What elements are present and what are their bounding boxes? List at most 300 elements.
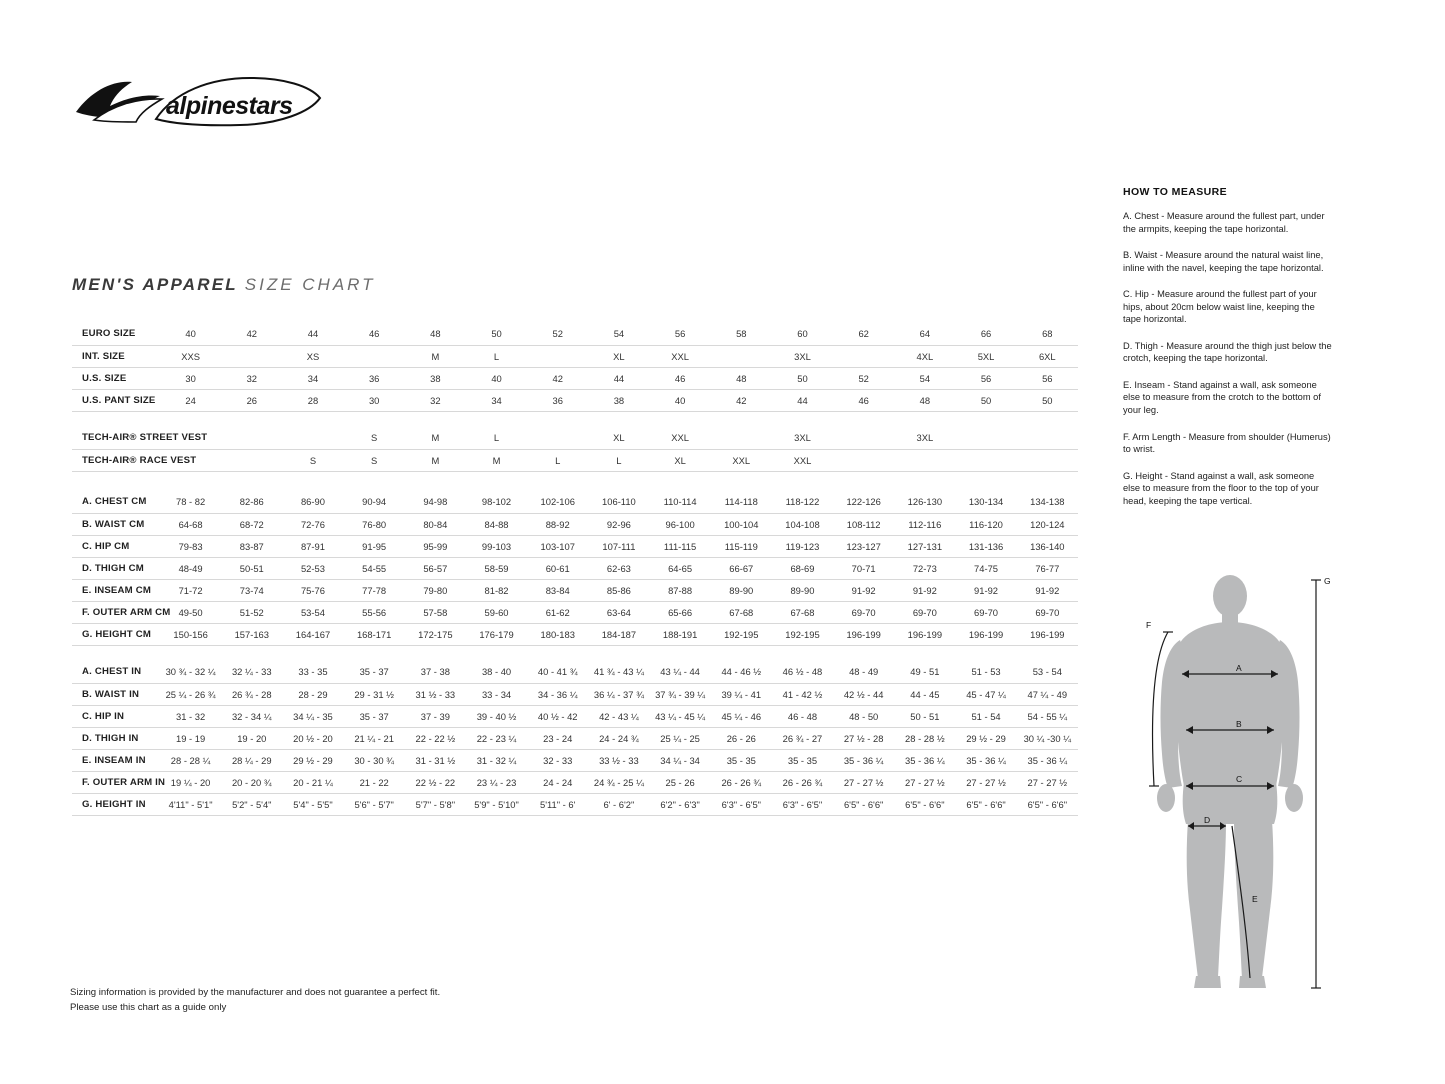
table-cell: XL [588, 427, 649, 449]
row-header: EURO SIZE [72, 323, 160, 345]
table-cell: 25 ¼ - 25 [650, 727, 711, 749]
table-cell: 31 - 32 ¼ [466, 749, 527, 771]
row-header: TECH-AIR® STREET VEST [72, 427, 160, 449]
row-header: B. WAIST IN [72, 683, 160, 705]
table-cell: 28 - 28 ¼ [160, 749, 221, 771]
table-cell: 172-175 [405, 623, 466, 645]
row-header: INT. SIZE [72, 345, 160, 367]
table-cell: 27 - 27 ½ [1017, 771, 1078, 793]
table-cell: 127-131 [894, 535, 955, 557]
table-row [72, 323, 1078, 345]
table-cell: 196-199 [894, 623, 955, 645]
table-cell: 19 - 20 [221, 727, 282, 749]
table-cell: 30 ¼ -30 ¼ [1017, 727, 1078, 749]
table-cell: 84-88 [466, 513, 527, 535]
table-cell [833, 449, 894, 471]
figure-label-b: B [1236, 719, 1242, 729]
table-cell: 26 ¾ - 28 [221, 683, 282, 705]
table-cell: 26 ¾ - 27 [772, 727, 833, 749]
measure-item-thigh: D. Thigh - Measure around the thigh just below the crotch, keeping the tape horizontal. [1123, 340, 1332, 364]
row-header: TECH-AIR® RACE VEST [72, 449, 160, 471]
table-cell: 32 - 34 ¼ [221, 705, 282, 727]
table-cell: XXL [650, 427, 711, 449]
table-cell: 5'6" - 5'7" [344, 793, 405, 815]
table-cell: 25 ¼ - 26 ¾ [160, 683, 221, 705]
table-cell [894, 449, 955, 471]
table-cell: 47 ¼ - 49 [1017, 683, 1078, 705]
table-cell: 35 - 35 [772, 749, 833, 771]
table-cell: 40 [466, 367, 527, 389]
table-row [72, 771, 1078, 793]
table-cell: 64 [894, 323, 955, 345]
table-cell: 112-116 [894, 513, 955, 535]
table-cell: 27 - 27 ½ [894, 771, 955, 793]
table-cell: 176-179 [466, 623, 527, 645]
table-cell: 98-102 [466, 491, 527, 513]
row-header: D. THIGH IN [72, 727, 160, 749]
table-cell: 34 - 36 ¼ [527, 683, 588, 705]
table-cell: 5'4" - 5'5" [282, 793, 343, 815]
table-cell: 92-96 [588, 513, 649, 535]
table-cell: 48 - 49 [833, 661, 894, 683]
table-cell: 19 ¼ - 20 [160, 771, 221, 793]
table-cell [282, 427, 343, 449]
row-header: C. HIP IN [72, 705, 160, 727]
table-cell: M [405, 345, 466, 367]
table-cell: 48-49 [160, 557, 221, 579]
table-cell: 68 [1017, 323, 1078, 345]
table-cell: 40 - 41 ¾ [527, 661, 588, 683]
table-cell [527, 427, 588, 449]
table-spacer-row [72, 471, 1078, 491]
table-cell: 30 [160, 367, 221, 389]
table-cell: 42 - 43 ¼ [588, 705, 649, 727]
table-cell: 68-69 [772, 557, 833, 579]
table-cell: 188-191 [650, 623, 711, 645]
table-cell [833, 427, 894, 449]
table-cell: 131-136 [955, 535, 1016, 557]
table-cell [221, 345, 282, 367]
table-cell: 20 ½ - 20 [282, 727, 343, 749]
table-cell: 110-114 [650, 491, 711, 513]
table-cell: 34 [282, 367, 343, 389]
table-cell: XXL [650, 345, 711, 367]
table-row [72, 705, 1078, 727]
table-cell: 104-108 [772, 513, 833, 535]
table-row [72, 749, 1078, 771]
table-cell: 69-70 [894, 601, 955, 623]
table-cell: 35 - 37 [344, 705, 405, 727]
table-cell: 184-187 [588, 623, 649, 645]
table-cell: 42 [527, 367, 588, 389]
size-table [72, 323, 1078, 816]
table-cell: XL [650, 449, 711, 471]
table-cell: 57-58 [405, 601, 466, 623]
table-cell: 35 - 37 [344, 661, 405, 683]
table-spacer-row [72, 411, 1078, 427]
row-header: E. INSEAM CM [72, 579, 160, 601]
table-cell: 111-115 [650, 535, 711, 557]
table-cell: XXL [711, 449, 772, 471]
row-header: G. HEIGHT CM [72, 623, 160, 645]
table-cell: 31 - 32 [160, 705, 221, 727]
alpinestars-logo [70, 72, 325, 132]
table-cell: 90-94 [344, 491, 405, 513]
table-cell: 75-76 [282, 579, 343, 601]
table-cell: 164-167 [282, 623, 343, 645]
table-cell: 48 [405, 323, 466, 345]
table-cell: 54 - 55 ¼ [1017, 705, 1078, 727]
row-header: U.S. PANT SIZE [72, 389, 160, 411]
table-cell: 32 [405, 389, 466, 411]
table-cell: 120-124 [1017, 513, 1078, 535]
figure-label-g: G [1324, 576, 1331, 586]
table-cell: M [466, 449, 527, 471]
table-cell: 136-140 [1017, 535, 1078, 557]
table-cell: 21 - 22 [344, 771, 405, 793]
figure-label-f: F [1146, 620, 1152, 630]
measure-item-inseam: E. Inseam - Stand against a wall, ask someone else to measure from the crotch to the bottom of your leg. [1123, 379, 1321, 416]
table-cell: 36 ¼ - 37 ¾ [588, 683, 649, 705]
table-cell: 38 [588, 389, 649, 411]
figure-label-d: D [1204, 815, 1211, 825]
table-cell: 77-78 [344, 579, 405, 601]
table-cell: 23 - 24 [527, 727, 588, 749]
table-cell: 83-84 [527, 579, 588, 601]
table-cell: 43 ¼ - 45 ¼ [650, 705, 711, 727]
table-cell: 35 - 36 ¼ [833, 749, 894, 771]
table-cell: 69-70 [833, 601, 894, 623]
table-cell: 74-75 [955, 557, 1016, 579]
table-cell: 88-92 [527, 513, 588, 535]
table-cell: 192-195 [772, 623, 833, 645]
table-cell: 53-54 [282, 601, 343, 623]
table-cell: 91-92 [894, 579, 955, 601]
table-cell: 168-171 [344, 623, 405, 645]
table-cell: 33 - 35 [282, 661, 343, 683]
table-cell: M [405, 427, 466, 449]
table-cell: 36 [527, 389, 588, 411]
table-cell: 6' - 6'2" [588, 793, 649, 815]
table-cell: 62 [833, 323, 894, 345]
table-cell: XS [282, 345, 343, 367]
table-cell: 71-72 [160, 579, 221, 601]
table-cell: 196-199 [1017, 623, 1078, 645]
table-cell: 46 ½ - 48 [772, 661, 833, 683]
table-row [72, 601, 1078, 623]
row-header: F. OUTER ARM CM [72, 601, 160, 623]
table-cell: 91-95 [344, 535, 405, 557]
table-cell: 37 - 38 [405, 661, 466, 683]
table-cell: 23 ¼ - 23 [466, 771, 527, 793]
table-cell: 35 - 35 [711, 749, 772, 771]
table-cell: 20 - 20 ¾ [221, 771, 282, 793]
table-cell: 21 ¼ - 21 [344, 727, 405, 749]
table-row [72, 661, 1078, 683]
table-row [72, 389, 1078, 411]
row-header: C. HIP CM [72, 535, 160, 557]
table-cell: L [588, 449, 649, 471]
table-cell: 31 - 31 ½ [405, 749, 466, 771]
table-cell: 51-52 [221, 601, 282, 623]
table-cell: 38 [405, 367, 466, 389]
table-cell: 48 [711, 367, 772, 389]
table-cell: 5XL [955, 345, 1016, 367]
table-cell: 24 [160, 389, 221, 411]
table-cell: 54 [894, 367, 955, 389]
table-cell [1017, 427, 1078, 449]
table-cell: 3XL [772, 427, 833, 449]
table-cell: 43 ¼ - 44 [650, 661, 711, 683]
table-row [72, 427, 1078, 449]
table-cell: 106-110 [588, 491, 649, 513]
table-row [72, 513, 1078, 535]
table-cell: 44 - 45 [894, 683, 955, 705]
table-cell: 29 ½ - 29 [955, 727, 1016, 749]
table-cell: 41 - 42 ½ [772, 683, 833, 705]
table-cell: 44 [772, 389, 833, 411]
table-cell: 50 [1017, 389, 1078, 411]
measure-item-waist: B. Waist - Measure around the natural waist line, inline with the navel, keeping the tape horizontal. [1123, 250, 1324, 273]
table-cell: 26 - 26 ¾ [711, 771, 772, 793]
table-cell: 48 [894, 389, 955, 411]
table-cell [955, 449, 1016, 471]
table-cell: 83-87 [221, 535, 282, 557]
table-cell: 34 ¼ - 35 [282, 705, 343, 727]
table-cell: 5'9" - 5'10" [466, 793, 527, 815]
table-cell: 22 - 23 ¼ [466, 727, 527, 749]
table-cell [1017, 449, 1078, 471]
table-cell: 51 - 53 [955, 661, 1016, 683]
table-cell: 56 [1017, 367, 1078, 389]
table-cell: 40 ½ - 42 [527, 705, 588, 727]
table-cell: 6'3" - 6'5" [772, 793, 833, 815]
table-cell: 40 [160, 323, 221, 345]
table-cell: 52-53 [282, 557, 343, 579]
table-cell: 91-92 [955, 579, 1016, 601]
table-cell: 39 ¼ - 41 [711, 683, 772, 705]
table-cell: 28 [282, 389, 343, 411]
table-cell: 25 - 26 [650, 771, 711, 793]
size-table-container [72, 323, 1078, 816]
row-header: A. CHEST IN [72, 661, 160, 683]
table-row [72, 793, 1078, 815]
row-header: F. OUTER ARM IN [72, 771, 160, 793]
table-cell: 67-68 [711, 601, 772, 623]
table-cell: 40 [650, 389, 711, 411]
table-cell: 32 - 33 [527, 749, 588, 771]
table-cell: 56 [650, 323, 711, 345]
figure-label-c: C [1236, 774, 1243, 784]
table-cell: 42 [221, 323, 282, 345]
footer-disclaimer [70, 985, 440, 1016]
measure-item-hip: C. Hip - Measure around the fullest part of your hips, about 20cm below waist line, keeping the tape horizontal. [1123, 289, 1317, 325]
table-cell: 100-104 [711, 513, 772, 535]
table-cell: 54 [588, 323, 649, 345]
table-cell [955, 427, 1016, 449]
table-cell [711, 427, 772, 449]
page-title-bold: MEN'S APPAREL [72, 275, 238, 294]
table-cell: 59-60 [466, 601, 527, 623]
table-cell: S [344, 427, 405, 449]
table-cell: 50 - 51 [894, 705, 955, 727]
table-cell: 72-73 [894, 557, 955, 579]
table-row [72, 557, 1078, 579]
table-cell: 126-130 [894, 491, 955, 513]
table-cell: 5'7" - 5'8" [405, 793, 466, 815]
table-cell: 35 - 36 ¼ [955, 749, 1016, 771]
table-cell: L [527, 449, 588, 471]
table-cell: 68-72 [221, 513, 282, 535]
table-cell: 33 ½ - 33 [588, 749, 649, 771]
table-row [72, 449, 1078, 471]
table-cell: 49 - 51 [894, 661, 955, 683]
table-cell: L [466, 345, 527, 367]
table-cell [221, 449, 282, 471]
how-to-measure-heading: HOW TO MEASURE [1123, 186, 1227, 198]
table-cell: 69-70 [1017, 601, 1078, 623]
table-cell: 81-82 [466, 579, 527, 601]
row-header: D. THIGH CM [72, 557, 160, 579]
table-cell: 51 - 54 [955, 705, 1016, 727]
table-cell: 50 [955, 389, 1016, 411]
table-cell: 53 - 54 [1017, 661, 1078, 683]
table-cell: 30 ¾ - 32 ¼ [160, 661, 221, 683]
table-cell: 27 - 27 ½ [955, 771, 1016, 793]
logo-wordmark: alpinestars [166, 92, 293, 120]
how-to-measure-panel [1123, 186, 1333, 521]
table-cell: 4XL [894, 345, 955, 367]
table-cell: 38 - 40 [466, 661, 527, 683]
table-cell: 82-86 [221, 491, 282, 513]
table-cell: 89-90 [772, 579, 833, 601]
table-cell: 26 - 26 [711, 727, 772, 749]
figure-label-a: A [1236, 663, 1242, 673]
table-cell: 30 - 30 ¾ [344, 749, 405, 771]
table-cell: 87-88 [650, 579, 711, 601]
table-cell: 96-100 [650, 513, 711, 535]
table-cell: 42 ½ - 44 [833, 683, 894, 705]
table-cell: 4'11" - 5'1" [160, 793, 221, 815]
table-cell: 73-74 [221, 579, 282, 601]
table-cell: 29 ½ - 29 [282, 749, 343, 771]
table-cell: 3XL [894, 427, 955, 449]
table-cell [833, 345, 894, 367]
table-cell: 192-195 [711, 623, 772, 645]
table-cell: 150-156 [160, 623, 221, 645]
table-cell: 76-80 [344, 513, 405, 535]
table-cell: 20 - 21 ¼ [282, 771, 343, 793]
table-cell: 24 - 24 [527, 771, 588, 793]
table-cell: 35 - 36 ¼ [1017, 749, 1078, 771]
table-cell: 34 [466, 389, 527, 411]
table-row [72, 683, 1078, 705]
table-cell: 29 - 31 ½ [344, 683, 405, 705]
table-spacer-row [72, 645, 1078, 661]
table-cell: 27 ½ - 28 [833, 727, 894, 749]
table-cell: 58-59 [466, 557, 527, 579]
table-cell: XXL [772, 449, 833, 471]
table-cell: 26 [221, 389, 282, 411]
table-cell: 45 ¼ - 46 [711, 705, 772, 727]
table-cell [344, 345, 405, 367]
table-cell: 107-111 [588, 535, 649, 557]
table-cell: 39 - 40 ½ [466, 705, 527, 727]
table-cell: 103-107 [527, 535, 588, 557]
table-cell: 46 - 48 [772, 705, 833, 727]
table-cell: 69-70 [955, 601, 1016, 623]
table-cell: 24 ¾ - 25 ¼ [588, 771, 649, 793]
table-cell: 19 - 19 [160, 727, 221, 749]
table-cell: 6'2" - 6'3" [650, 793, 711, 815]
table-cell: 54-55 [344, 557, 405, 579]
table-cell: 6XL [1017, 345, 1078, 367]
table-cell: 22 - 22 ½ [405, 727, 466, 749]
table-cell [711, 345, 772, 367]
table-cell: 27 - 27 ½ [833, 771, 894, 793]
table-row [72, 623, 1078, 645]
table-cell: 122-126 [833, 491, 894, 513]
footer-line-1: Sizing information is provided by the manufacturer and does not guarantee a perfect fit. [70, 987, 441, 998]
table-cell: 65-66 [650, 601, 711, 623]
table-cell: 64-65 [650, 557, 711, 579]
table-cell: XL [588, 345, 649, 367]
table-row [72, 535, 1078, 557]
table-cell: 41 ¾ - 43 ¼ [588, 661, 649, 683]
table-cell: 50-51 [221, 557, 282, 579]
measure-item-height: G. Height - Stand against a wall, ask someone else to measure from the floor to the top of your head, keeping the tape vertical. [1123, 470, 1319, 506]
table-cell: 95-99 [405, 535, 466, 557]
table-cell: 91-92 [1017, 579, 1078, 601]
table-cell: 28 - 29 [282, 683, 343, 705]
table-cell: 36 [344, 367, 405, 389]
table-cell: M [405, 449, 466, 471]
table-cell: 196-199 [955, 623, 1016, 645]
table-row [72, 491, 1078, 513]
table-cell: 123-127 [833, 535, 894, 557]
table-cell: 6'5" - 6'6" [833, 793, 894, 815]
table-cell [221, 427, 282, 449]
table-cell: 46 [344, 323, 405, 345]
table-cell: 80-84 [405, 513, 466, 535]
table-cell: XXS [160, 345, 221, 367]
table-cell: 63-64 [588, 601, 649, 623]
table-cell: 56 [955, 367, 1016, 389]
table-cell: L [466, 427, 527, 449]
table-cell: 87-91 [282, 535, 343, 557]
table-cell: 114-118 [711, 491, 772, 513]
page-title-light: SIZE CHART [244, 275, 376, 294]
table-cell: 32 ¼ - 33 [221, 661, 282, 683]
table-cell: 30 [344, 389, 405, 411]
table-cell: 89-90 [711, 579, 772, 601]
table-cell: 28 - 28 ½ [894, 727, 955, 749]
table-cell: 116-120 [955, 513, 1016, 535]
table-cell: 76-77 [1017, 557, 1078, 579]
table-cell: 49-50 [160, 601, 221, 623]
table-cell: 86-90 [282, 491, 343, 513]
measure-item-arm-length: F. Arm Length - Measure from shoulder (Humerus) to wrist. [1123, 431, 1331, 455]
table-cell: 85-86 [588, 579, 649, 601]
mannequin-diagram-icon [1120, 570, 1340, 1010]
row-header: A. CHEST CM [72, 491, 160, 513]
row-header: E. INSEAM IN [72, 749, 160, 771]
table-cell: 24 - 24 ¾ [588, 727, 649, 749]
table-cell: 6'3" - 6'5" [711, 793, 772, 815]
table-cell: 70-71 [833, 557, 894, 579]
table-cell: 44 [282, 323, 343, 345]
table-cell: 58 [711, 323, 772, 345]
